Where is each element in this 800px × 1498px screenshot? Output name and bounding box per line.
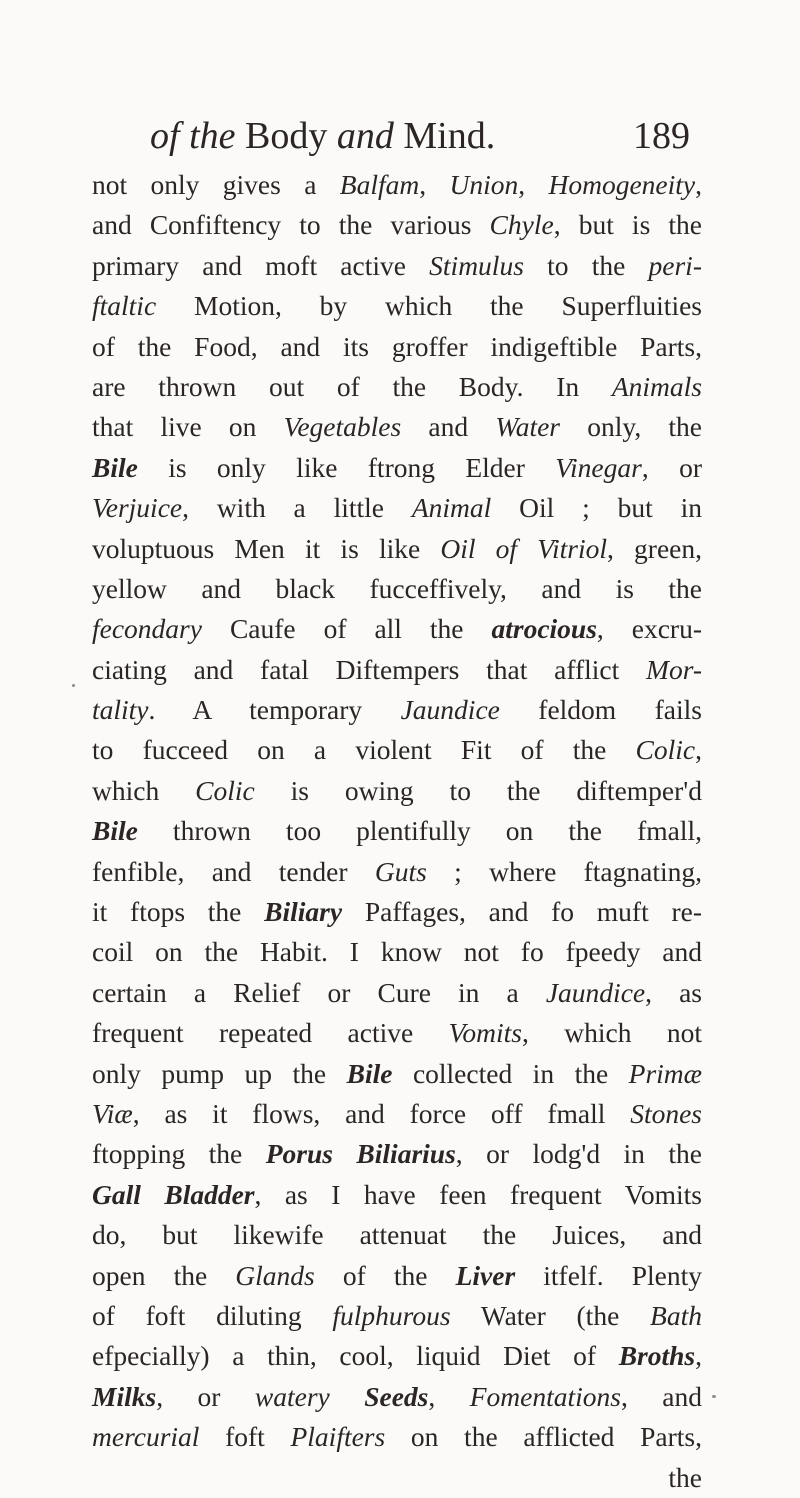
- text-run: foft: [199, 1421, 291, 1453]
- emphasized-word: Liver: [455, 1259, 516, 1291]
- text-run: certain a Relief or Cure in a: [92, 976, 546, 1008]
- text-run: coil on the Habit. I know not fo fpeedy and: [92, 936, 702, 968]
- body-text: [92, 165, 702, 1498]
- text-line: [92, 286, 702, 326]
- emphasized-word: Animals: [611, 370, 702, 402]
- text-line: [92, 811, 702, 851]
- running-title-part-5: Mind.: [393, 115, 496, 157]
- text-run: , and: [620, 1380, 702, 1412]
- text-run: ,: [428, 1380, 470, 1412]
- text-run: is owing to the diftemper'd: [254, 774, 702, 806]
- emphasized-word: Vinegar: [555, 451, 642, 483]
- text-line: [92, 771, 702, 811]
- emphasized-word: fulphurous: [332, 1299, 451, 1331]
- emphasized-word: fecondary: [92, 613, 202, 645]
- text-line: [92, 892, 702, 932]
- text-line: [92, 690, 702, 730]
- text-run: voluptuous Men it is like: [92, 532, 441, 564]
- text-line: [92, 730, 702, 770]
- running-title-part-4: and: [336, 115, 394, 157]
- text-run: , as it flows, and force off fmall: [132, 1097, 631, 1129]
- emphasized-word: Verjuice: [92, 492, 183, 524]
- text-line: [92, 1296, 702, 1336]
- text-line: [92, 367, 702, 407]
- emphasized-word: Bile: [346, 1057, 393, 1089]
- emphasized-word: Porus Biliarius: [265, 1138, 456, 1170]
- emphasized-word: Colic: [635, 734, 696, 766]
- text-run: Water (the: [450, 1299, 651, 1331]
- emphasized-word: ftaltic: [92, 290, 157, 322]
- text-line: [92, 529, 702, 569]
- emphasized-word: Bile: [92, 815, 138, 847]
- text-run: Paffages, and fo muft re-: [342, 896, 702, 928]
- text-run: ; where ftagnating,: [426, 855, 702, 887]
- text-line: [92, 852, 702, 892]
- text-run: it ftops the: [92, 896, 265, 928]
- text-run: , with a little: [182, 492, 412, 524]
- emphasized-word: Bile: [92, 451, 138, 483]
- text-run: , or: [641, 451, 702, 483]
- text-run: Caufe of all the: [201, 613, 492, 645]
- emphasized-word: Seeds: [364, 1380, 429, 1412]
- emphasized-word: Glands: [235, 1259, 315, 1291]
- text-run: , excru-: [596, 613, 702, 645]
- running-title-part-3: Body: [235, 115, 337, 157]
- emphasized-word: peri-: [648, 249, 702, 281]
- emphasized-word: Plaifters: [290, 1421, 386, 1453]
- text-line: [92, 1094, 702, 1134]
- text-run: Oil ; but in: [491, 492, 702, 524]
- text-line: [92, 327, 702, 367]
- text-run: . A temporary: [148, 694, 401, 726]
- text-line: [92, 205, 702, 245]
- text-run: ,: [518, 169, 549, 200]
- emphasized-word: Animal: [411, 492, 492, 524]
- text-run: that live on: [92, 411, 284, 443]
- text-run: , green,: [607, 532, 703, 564]
- emphasized-word: Stimulus: [429, 249, 524, 281]
- text-run: , as: [645, 976, 702, 1008]
- text-run: open the: [92, 1259, 236, 1291]
- text-run: only pump up the: [92, 1057, 347, 1089]
- emphasized-word: Guts: [374, 855, 427, 887]
- emphasized-word: Milks: [92, 1380, 157, 1412]
- text-run: which: [92, 774, 196, 806]
- emphasized-word: Jaundice: [400, 694, 500, 726]
- emphasized-word: Vomits: [448, 1017, 522, 1049]
- running-title-part-1: of: [150, 115, 180, 157]
- text-run: are thrown out of the Body. In: [92, 370, 612, 402]
- text-line: [92, 1134, 702, 1174]
- text-run: , as I have feen frequent Vomits: [254, 1178, 703, 1210]
- emphasized-word: Viæ: [92, 1097, 133, 1129]
- emphasized-word: atrocious: [491, 613, 597, 645]
- text-line: [92, 1175, 702, 1215]
- text-run: primary and moft active: [92, 249, 430, 281]
- text-run: do, but likewife attenuat the Juices, and: [92, 1219, 702, 1251]
- text-run: is only like ftrong Elder: [137, 451, 556, 483]
- text-line: [92, 407, 702, 447]
- emphasized-word: Union: [449, 169, 519, 200]
- text-line: [92, 1215, 702, 1255]
- emphasized-word: Chyle: [489, 209, 554, 241]
- text-run: itfelf. Plenty: [515, 1259, 702, 1291]
- text-run: efpecially) a thin, cool, liquid Diet of: [92, 1340, 619, 1372]
- text-run: ,: [695, 169, 702, 200]
- emphasized-word: Jaundice: [545, 976, 646, 1008]
- emphasized-word: watery: [254, 1380, 330, 1412]
- emphasized-word: Homogeneity: [548, 169, 696, 200]
- text-line: [92, 1013, 702, 1053]
- emphasized-word: Water: [495, 411, 561, 443]
- text-line: [92, 932, 702, 972]
- text-run: , which not: [521, 1017, 702, 1049]
- text-run: ciating and fatal Diftempers that afflict: [92, 653, 647, 685]
- text-run: , or: [156, 1380, 255, 1412]
- text-run: not only gives a: [92, 169, 340, 200]
- text-line: [92, 1336, 702, 1376]
- emphasized-word: mercurial: [92, 1421, 200, 1453]
- text-line: [92, 609, 702, 649]
- text-line: [92, 165, 702, 205]
- text-run: on the afflicted Parts,: [385, 1421, 702, 1453]
- text-run: Motion, by which the Superfluities: [156, 290, 702, 322]
- running-header: [150, 112, 690, 160]
- text-line: [92, 1256, 702, 1296]
- emphasized-word: Oil of Vitriol: [440, 532, 608, 564]
- text-line: [92, 1377, 702, 1417]
- text-run: collected in the: [392, 1057, 629, 1089]
- text-run: ,: [419, 169, 450, 200]
- emphasized-word: tality: [92, 694, 149, 726]
- text-line: [92, 448, 702, 488]
- text-run: to the: [523, 249, 649, 281]
- text-run: of the: [314, 1259, 456, 1291]
- text-run: and Confiftency to the various: [92, 209, 490, 241]
- text-run: ,: [695, 1340, 702, 1372]
- ink-spot: [72, 684, 75, 687]
- text-line: [92, 1054, 702, 1094]
- text-run: feldom fails: [499, 694, 702, 726]
- running-title: [150, 115, 495, 157]
- text-run: ftopping the: [92, 1138, 266, 1170]
- emphasized-word: Gall Bladder: [92, 1178, 255, 1210]
- emphasized-word: Fomentations: [469, 1380, 621, 1412]
- emphasized-word: Stones: [630, 1097, 702, 1129]
- text-line: [92, 488, 702, 528]
- text-run: [330, 1381, 364, 1412]
- text-run: ,: [695, 734, 702, 766]
- catchword: the: [668, 1461, 702, 1493]
- text-run: of foft diluting: [92, 1299, 333, 1331]
- emphasized-word: Vegetables: [283, 411, 402, 443]
- emphasized-word: Mor-: [646, 653, 702, 685]
- running-title-part-2: the: [189, 115, 236, 157]
- emphasized-word: Biliary: [264, 896, 343, 928]
- text-line: [92, 650, 702, 690]
- text-run: frequent repeated active: [92, 1017, 449, 1049]
- text-run: of the Food, and its groffer indigeftible Parts,: [92, 330, 702, 362]
- text-run: , but is the: [553, 209, 702, 241]
- text-run: only, the: [560, 411, 702, 443]
- text-run: fenfible, and tender: [92, 855, 375, 887]
- emphasized-word: Balfam: [339, 169, 420, 200]
- ink-spot: [712, 1395, 716, 1398]
- text-run: to fucceed on a violent Fit of the: [92, 734, 636, 766]
- text-line: [92, 973, 702, 1013]
- text-line: [92, 569, 702, 609]
- emphasized-word: Primæ: [628, 1057, 702, 1089]
- text-line: [92, 246, 702, 286]
- emphasized-word: Colic: [195, 774, 255, 806]
- text-run: yellow and black fucceffively, and is the: [92, 572, 702, 604]
- text-run: , or lodg'd in the: [455, 1138, 702, 1170]
- text-line: [92, 1417, 702, 1457]
- text-run: thrown too plentifully on the fmall,: [137, 815, 702, 847]
- emphasized-word: Broths: [618, 1340, 696, 1372]
- emphasized-word: Bath: [650, 1299, 702, 1331]
- page-number: 189: [633, 115, 690, 157]
- text-run: and: [401, 411, 496, 443]
